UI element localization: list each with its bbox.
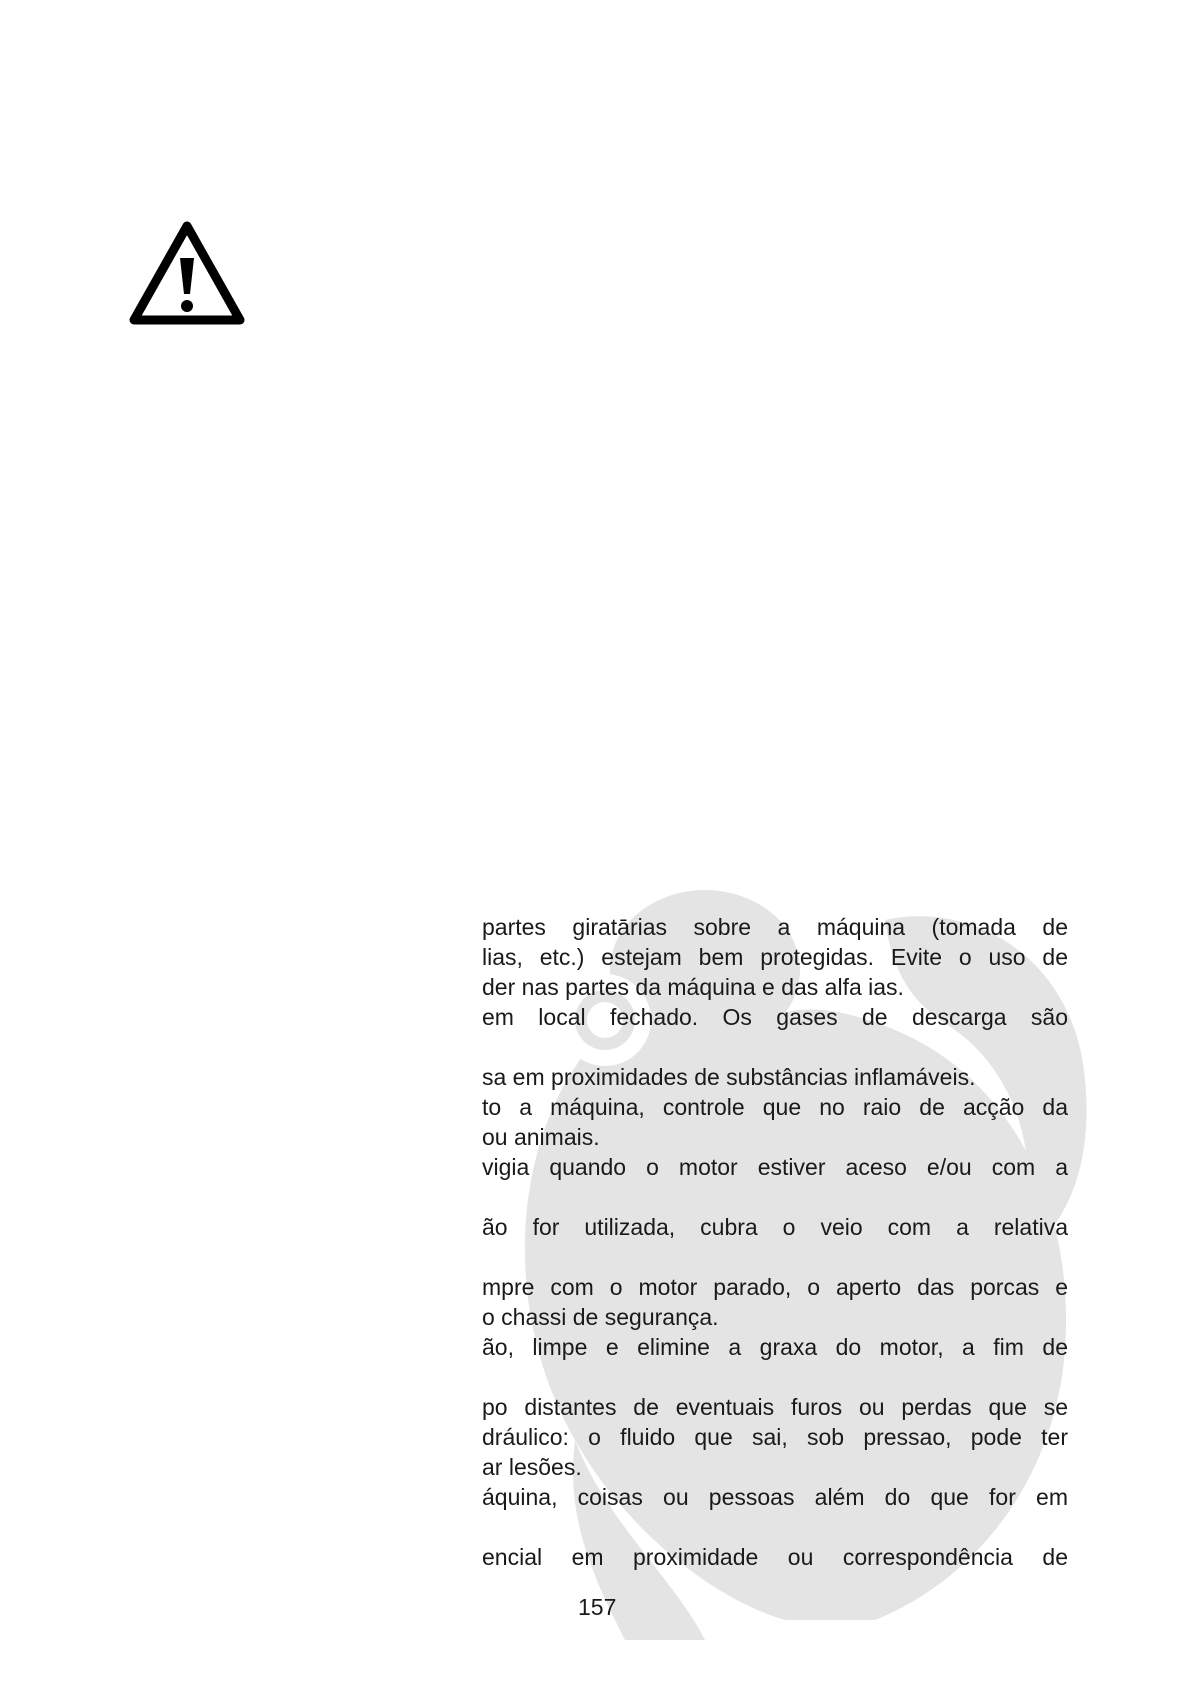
text-line: mpre com o motor parado, o aperto das porcas e (482, 1274, 1068, 1300)
body-text (482, 912, 1068, 1572)
text-line: em local fechado. Os gases de descarga são (482, 1004, 1068, 1030)
text-line: sa em proximidades de substâncias inflamáveis. (482, 1064, 976, 1090)
text-line: ar lesões. (482, 1454, 582, 1480)
text-line: der nas partes da máquina e das alfa ias. (482, 974, 904, 1000)
page-number: 157 (578, 1594, 617, 1620)
text-line: ão, limpe e elimine a graxa do motor, a fim de (482, 1334, 1068, 1360)
text-line: partes giratārias sobre a máquina (tomada de (482, 914, 1068, 940)
warning-triangle-icon (128, 220, 246, 328)
text-line: po distantes de eventuais furos ou perdas que se (482, 1394, 1068, 1420)
text-line: encial em proximidade ou correspondência de (482, 1544, 1068, 1570)
text-line: áquina, coisas ou pessoas além do que for em (482, 1484, 1068, 1510)
text-line: lias, etc.) estejam bem protegidas. Evite o uso de (482, 944, 1068, 970)
text-line: to a máquina, controle que no raio de acção da (482, 1094, 1068, 1120)
text-line: vigia quando o motor estiver aceso e/ou com a (482, 1154, 1068, 1180)
text-line: dráulico: o fluido que sai, sob pressao, pode ter (482, 1424, 1068, 1450)
text-line: ou animais. (482, 1124, 600, 1150)
text-line: o chassi de segurança. (482, 1304, 719, 1330)
text-line: ão for utilizada, cubra o veio com a relativa (482, 1214, 1068, 1240)
